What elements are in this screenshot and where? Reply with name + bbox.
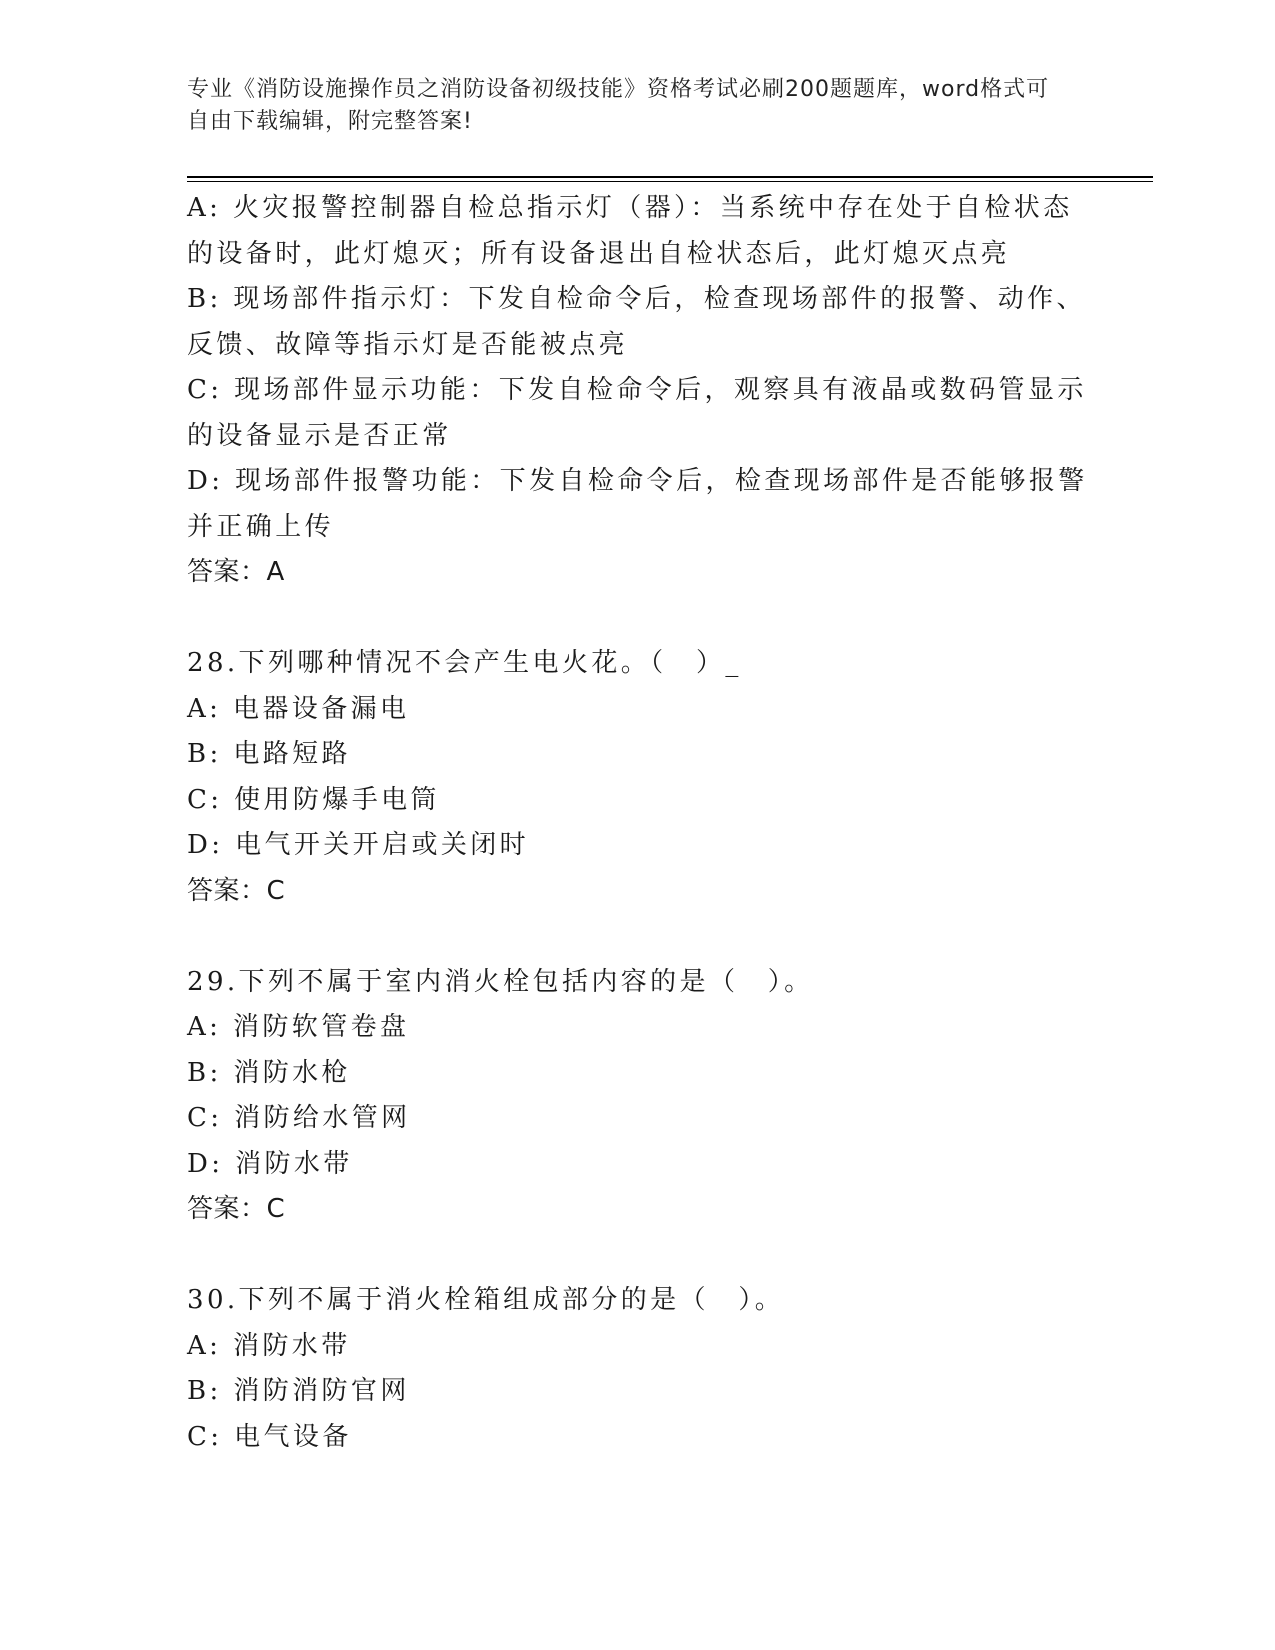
document-header: 专业《消防设施操作员之消防设备初级技能》资格考试必刷200题题库，word格式可自由下载编辑，附完整答案!	[187, 77, 1050, 134]
question-28	[187, 641, 1087, 914]
option-line: 并正确上传	[187, 511, 335, 542]
option-b: B: 消防水枪	[187, 1057, 351, 1088]
option-line: D: 现场部件报警功能：下发自检命令后，检查现场部件是否能够报警	[187, 466, 1088, 496]
question-30	[187, 1278, 1087, 1460]
spacer	[187, 1233, 1087, 1279]
option-b: B: 电路短路	[187, 739, 351, 769]
option-d: D: 电气开关开启或关闭时	[187, 830, 530, 860]
spacer	[187, 914, 1087, 960]
option-a: A: 电器设备漏电	[187, 693, 410, 724]
option-line: 的设备时，此灯熄灭；所有设备退出自检状态后，此灯熄灭点亮	[187, 238, 1011, 269]
option-line: C: 现场部件显示功能：下发自检命令后，观察具有液晶或数码管显示	[187, 375, 1087, 405]
question-27-continued	[187, 186, 1087, 596]
option-line: 的设备显示是否正常	[187, 420, 452, 451]
question-29	[187, 960, 1087, 1233]
option-c: C: 电气设备	[187, 1421, 352, 1452]
option-c: C: 使用防爆手电筒	[187, 784, 440, 815]
header-rule-thin	[187, 181, 1153, 182]
header-rule-thick	[187, 176, 1153, 178]
option-line: A: 火灾报警控制器自检总指示灯（器）：当系统中存在处于自检状态	[187, 193, 1073, 223]
answer-line: 答案：A	[187, 557, 285, 587]
option-line: B: 现场部件指示灯：下发自检命令后，检查现场部件的报警、动作、	[187, 284, 1086, 314]
option-line: 反馈、故障等指示灯是否能被点亮	[187, 329, 629, 360]
question-stem: 28.下列哪种情况不会产生电火花。（ ）_	[187, 648, 742, 678]
question-stem: 29.下列不属于室内消火栓包括内容的是（ ）。	[187, 966, 814, 997]
option-a: A: 消防软管卷盘	[187, 1012, 410, 1042]
answer-line: 答案：C	[187, 875, 286, 906]
option-b: B: 消防消防官网	[187, 1376, 410, 1406]
option-a: A: 消防水带	[187, 1330, 351, 1361]
question-list	[187, 186, 1087, 1460]
spacer	[187, 596, 1087, 642]
option-c: C: 消防给水管网	[187, 1103, 411, 1133]
option-d: D: 消防水带	[187, 1148, 353, 1179]
answer-line: 答案：C	[187, 1194, 286, 1224]
question-stem: 30.下列不属于消火栓箱组成部分的是（ ）。	[187, 1285, 785, 1315]
